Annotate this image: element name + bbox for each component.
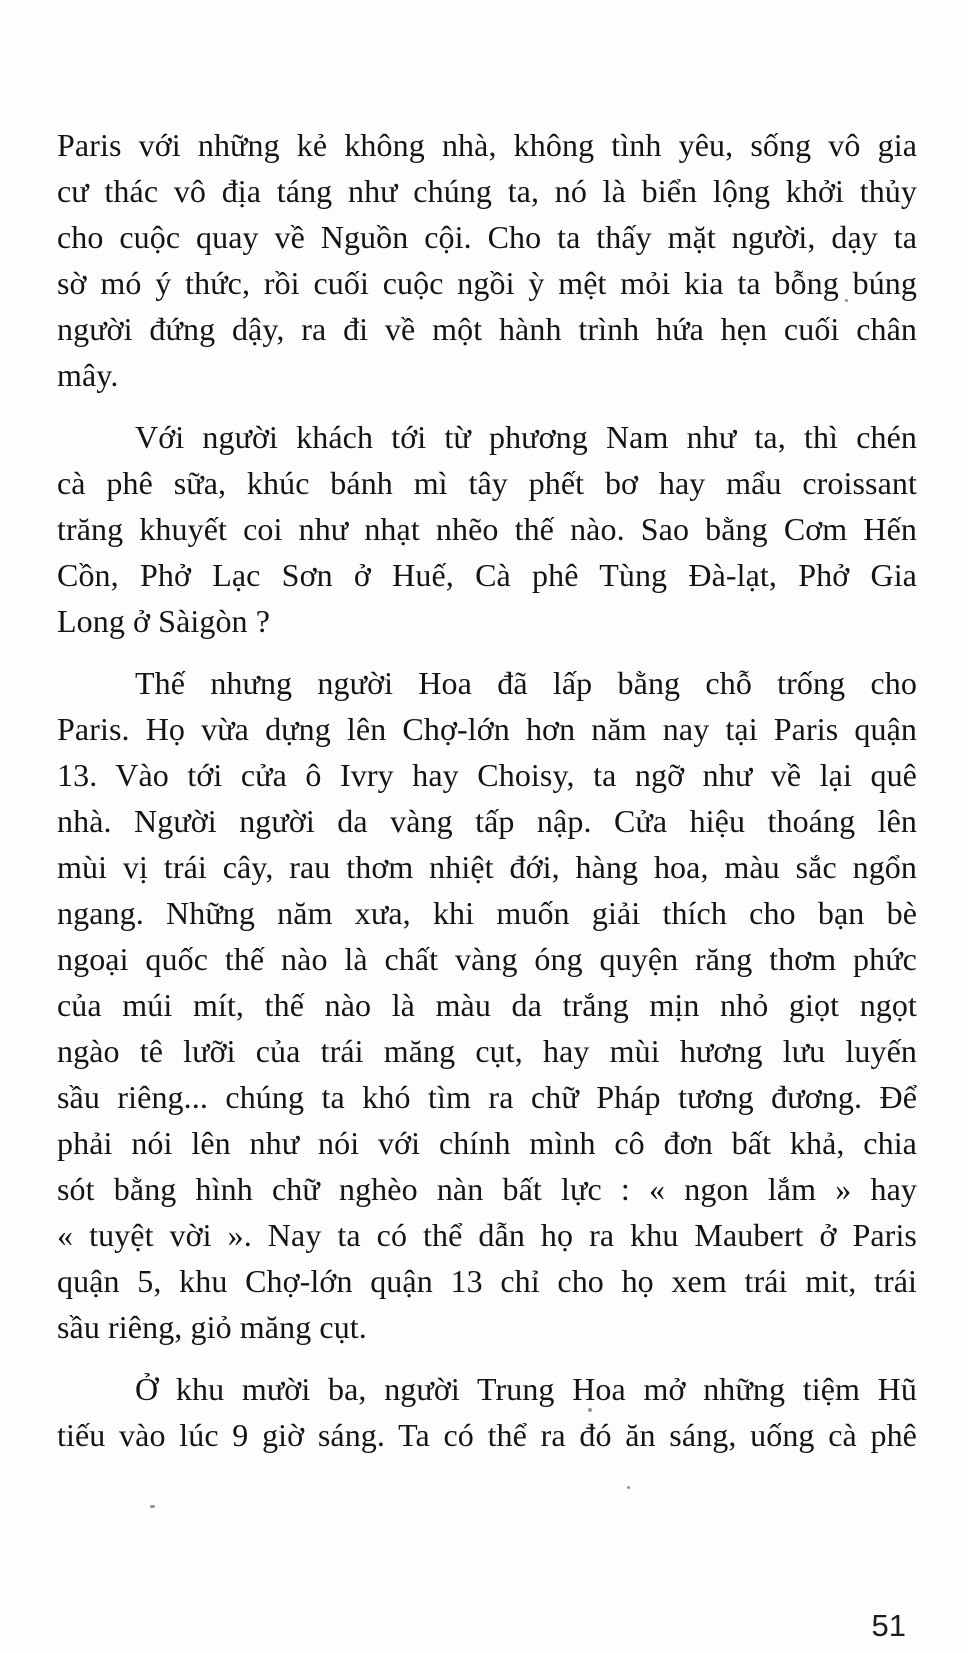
text-line: cư thác vô địa táng như chúng ta, nó là biển lộng khởi thủy: [57, 173, 917, 209]
text-line: ngào tê lưỡi của trái măng cụt, hay mùi hương lưu luyến: [57, 1033, 917, 1069]
paragraph: [57, 414, 917, 644]
text-line: Thế nhưng người Hoa đã lấp bằng chỗ trống cho: [135, 665, 917, 701]
text-line: ngoại quốc thế nào là chất vàng óng quyện răng thơm phức: [57, 941, 917, 977]
text-line: sờ mó ý thức, rồi cuối cuộc ngồi ỳ mệt mỏi kia ta bỗng búng: [57, 265, 917, 301]
body-text: [57, 122, 917, 1458]
text-line: nhà. Người người da vàng tấp nập. Cửa hiệu thoáng lên: [57, 803, 917, 839]
scan-speck: [627, 1486, 630, 1489]
text-line: tiếu vào lúc 9 giờ sáng. Ta có thể ra đó ăn sáng, uống cà phê: [57, 1417, 917, 1453]
text-line: Cồn, Phở Lạc Sơn ở Huế, Cà phê Tùng Đà-lạt, Phở Gia: [57, 557, 917, 593]
text-line: Với người khách tới từ phương Nam như ta, thì chén: [135, 419, 917, 455]
text-line: sót bằng hình chữ nghèo nàn bất lực : « ngon lắm » hay: [57, 1171, 917, 1207]
text-line: sầu riêng... chúng ta khó tìm ra chữ Pháp tương đương. Để: [57, 1079, 917, 1115]
text-line: Ở khu mười ba, người Trung Hoa mở những tiệm Hũ: [135, 1371, 917, 1407]
scan-speck: [845, 299, 848, 302]
text-line: cà phê sữa, khúc bánh mì tây phết bơ hay mẩu croissant: [57, 465, 917, 501]
scan-speck: [588, 1408, 592, 1412]
text-line: « tuyệt vời ». Nay ta có thể dẫn họ ra khu Maubert ở Paris: [57, 1217, 917, 1253]
text-line: Paris. Họ vừa dựng lên Chợ-lớn hơn năm nay tại Paris quận: [57, 711, 917, 747]
text-line: 13. Vào tới cửa ô Ivry hay Choisy, ta ngỡ như về lại quê: [57, 757, 917, 793]
text-line: trăng khuyết coi như nhạt nhẽo thế nào. Sao bằng Cơm Hến: [57, 511, 917, 547]
paragraph: [57, 1366, 917, 1458]
page-number: 51: [871, 1608, 906, 1643]
text-line: phải nói lên như nói với chính mình cô đơn bất khả, chia: [57, 1125, 917, 1161]
paragraph: [57, 660, 917, 1350]
text-line: người đứng dậy, ra đi về một hành trình hứa hẹn cuối chân: [57, 311, 917, 347]
text-line: Long ở Sàigòn ?: [57, 603, 271, 639]
text-line: sầu riêng, giỏ măng cụt.: [57, 1309, 367, 1345]
scan-speck: [150, 1505, 155, 1508]
text-line: Paris với những kẻ không nhà, không tình yêu, sống vô gia: [57, 127, 917, 163]
text-line: mùi vị trái cây, rau thơm nhiệt đới, hàng hoa, màu sắc ngổn: [57, 849, 917, 885]
paragraph: [57, 122, 917, 398]
text-line: quận 5, khu Chợ-lớn quận 13 chỉ cho họ xem trái mit, trái: [57, 1263, 917, 1299]
text-line: cho cuộc quay về Nguồn cội. Cho ta thấy mặt người, dạy ta: [57, 219, 917, 255]
text-line: mây.: [57, 357, 119, 393]
text-line: ngang. Những năm xưa, khi muốn giải thích cho bạn bè: [57, 895, 917, 931]
text-line: của múi mít, thế nào là màu da trắng mịn nhỏ giọt ngọt: [57, 987, 917, 1023]
